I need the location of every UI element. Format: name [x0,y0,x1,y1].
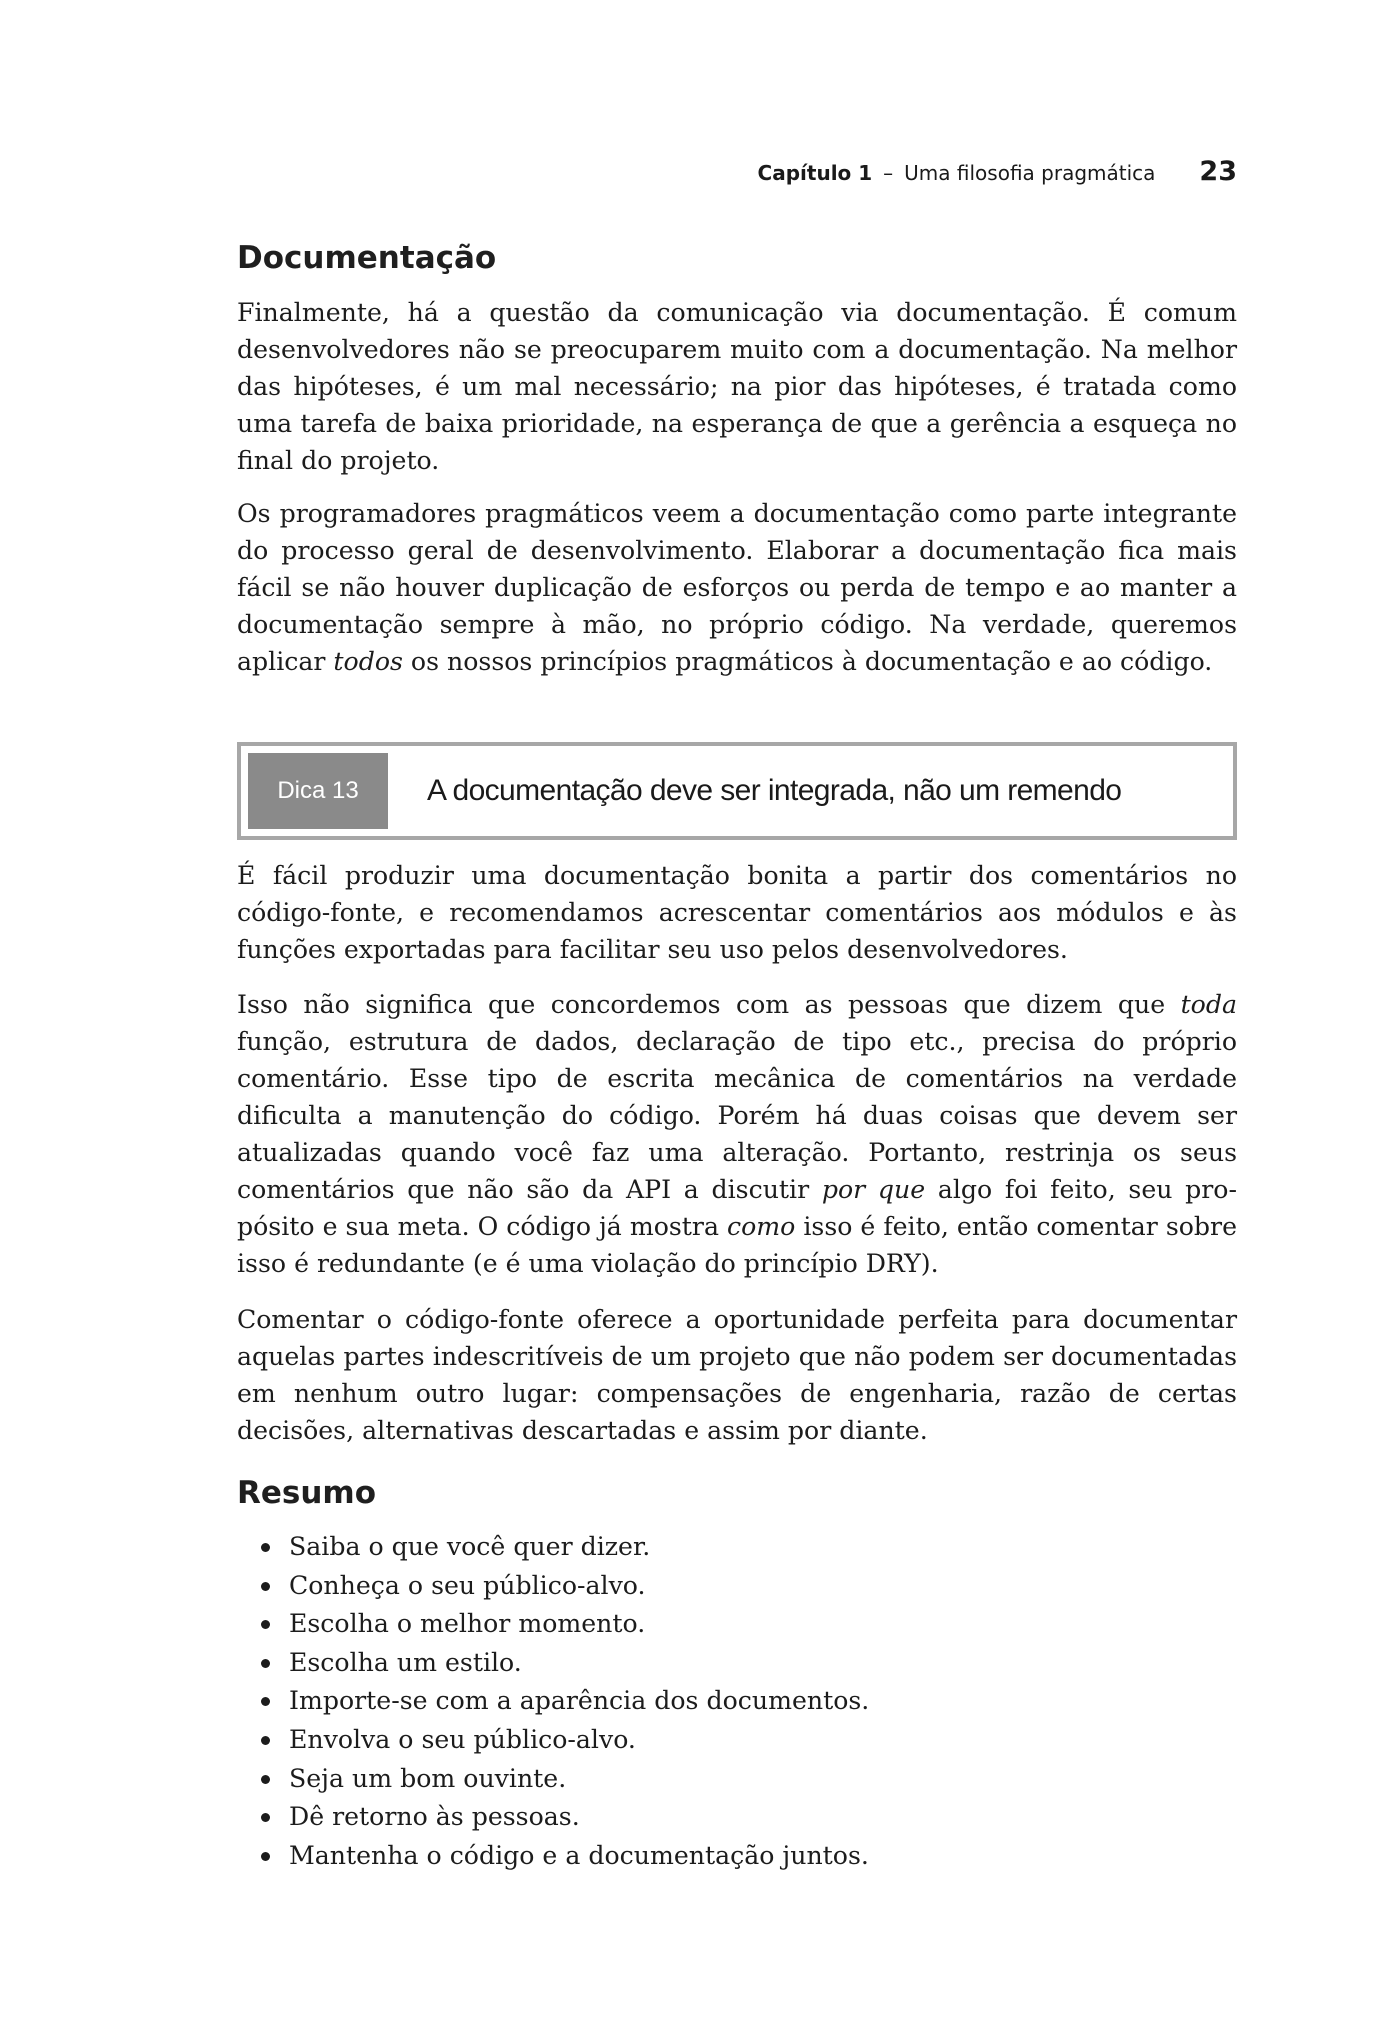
bullet-icon [261,1543,270,1552]
paragraph-2-part-b: os nossos princípios pragmáticos à documentação e ao código. [402,647,1213,676]
bullet-icon [261,1620,270,1629]
list-item [237,1760,869,1799]
list-item [237,1567,869,1606]
section-heading-documentacao: Documentação [237,240,497,276]
header-dash: – [883,161,894,185]
list-item-text: Importe-se com a aparência dos documentos. [289,1686,870,1716]
paragraph-4-emphasis-toda: toda [1180,990,1237,1019]
list-item [237,1528,869,1567]
list-item [237,1798,869,1837]
list-item-text: Conheça o seu público-alvo. [289,1570,646,1600]
list-item [237,1837,869,1876]
bullet-icon [261,1659,270,1668]
list-item [237,1682,869,1721]
paragraph-4-part-c: algo foi feito, seu propósito e sua meta. O código já mostra [237,1175,1237,1241]
tip-box [237,742,1237,840]
paragraph-4-part-b: função, estrutura de dados, declaração de tipo etc., precisa do próprio comentário. Esse tipo de escrita mecânica de comentários na verdade dificulta a manutenção do código. Porém há duas coisas que devem ser atualizadas quando você faz uma alteração. Portanto, restrinja os seus comentários que não são da API a discutir [237,1027,1237,1204]
bullet-icon [261,1736,270,1745]
bullet-icon [261,1582,270,1591]
paragraph-3: É fácil produzir uma documentação bonita a partir dos comentários no código-fonte, e recomendamos acrescentar comentários aos módulos e às funções exportadas para facilitar seu uso pelos desenvolvedores. [237,861,1237,964]
summary-list [237,1528,869,1875]
list-item-text: Escolha o melhor momento. [289,1609,646,1639]
chapter-title: Uma filosofia pragmática [904,161,1156,185]
bullet-icon [261,1775,270,1784]
tip-label: Dica 13 [248,753,388,829]
tip-text: A documentação deve ser integrada, não um remendo [427,774,1122,807]
paragraph-1: Finalmente, há a questão da comunicação via documentação. É comum desenvolvedores não se preocuparem muito com a documentação. Na melhor das hipóteses, é um mal necessário; na pior das hipóteses, é tratada como uma tarefa de baixa prioridade, na esperança de que a gerência a esqueça no final do projeto. [237,298,1237,475]
list-item-text: Saiba o que você quer dizer. [289,1532,651,1561]
list-item-text: Envolva o seu público-alvo. [289,1724,636,1754]
running-head [758,156,1237,190]
paragraph-2 [237,495,1237,680]
paragraph-4-part-a: Isso não significa que concordemos com as pessoas que dizem que [237,990,1181,1019]
list-item [237,1605,869,1644]
paragraph-2-part-a: Os programadores pragmáticos veem a documentação como parte integrante do processo geral de desenvolvimento. Elaborar a documentação fica mais fácil se não houver duplicação de esforços ou perda de tempo e ao manter a documentação sempre à mão, no próprio código. Na verdade, queremos aplicar [237,499,1237,676]
paragraph-4-part-d: isso é feito, então comentar sobre isso é redundante (e é uma violação do princípio DRY). [237,1212,1237,1278]
list-item-text: Seja um bom ouvinte. [289,1763,567,1793]
bullet-icon [261,1852,270,1861]
chapter-label: Capítulo 1 [757,161,873,185]
paragraph-4 [237,986,1237,1282]
list-item-text: Escolha um estilo. [289,1647,522,1677]
list-item [237,1644,869,1683]
paragraph-2-emphasis: todos [333,647,403,676]
bullet-icon [261,1813,270,1822]
list-item [237,1721,869,1760]
list-item-text: Dê retorno às pessoas. [289,1802,580,1832]
bullet-icon [261,1697,270,1706]
section-heading-resumo: Resumo [237,1475,377,1511]
list-item-text: Mantenha o código e a documentação juntos. [289,1840,869,1870]
page-number: 23 [1199,156,1237,187]
book-page [237,0,1237,2033]
paragraph-4-emphasis-por-que: por que [821,1175,926,1204]
paragraph-4-emphasis-como: como [727,1212,796,1241]
paragraph-5: Comentar o código-fonte oferece a oportunidade perfeita para documentar aquelas partes indescritíveis de um projeto que não podem ser documentadas em nenhum outro lugar: compensações de engenharia, razão de certas decisões, alternativas descartadas e assim por diante. [237,1305,1237,1445]
